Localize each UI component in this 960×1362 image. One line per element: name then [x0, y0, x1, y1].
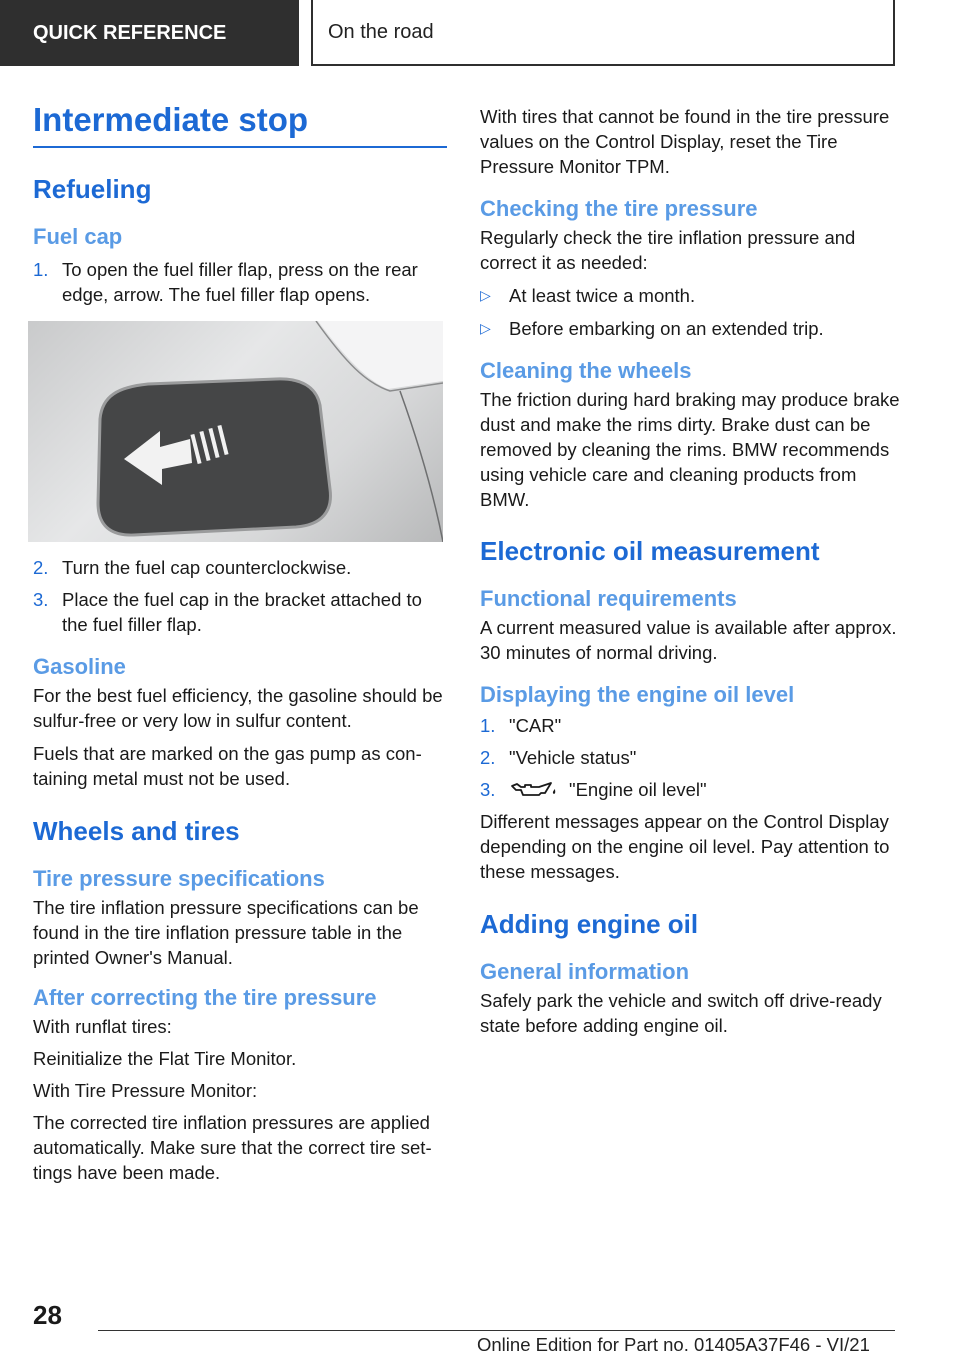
- paragraph: The tire inflation pressure specifications can be found in the tire inflation pressure table in the printed Owner's Manual.: [33, 897, 419, 968]
- paragraph: Safely park the vehicle and switch off drive-ready state before adding engine oil.: [480, 990, 882, 1036]
- paragraph: The corrected tire inflation pressures are applied automatically. Make sure that the correct tire settings have been made.: [33, 1112, 432, 1183]
- paragraph: With Tire Pressure Monitor:: [33, 1080, 258, 1101]
- heading-functional-requirements: Functional requirements: [480, 586, 737, 611]
- page-number: 28: [33, 1300, 62, 1330]
- fuel-flap-illustration: [28, 321, 443, 542]
- heading-after-correcting: After correcting the tire pressure: [33, 985, 377, 1010]
- paragraph: Fuels that are marked on the gas pump as containing metal must not be used.: [33, 743, 422, 789]
- page-title: Intermediate stop: [33, 100, 447, 148]
- list-number: 2.: [480, 747, 496, 768]
- list-text-with-icon: [509, 777, 707, 802]
- list-item: [480, 777, 900, 802]
- heading-fuel-cap: Fuel cap: [33, 224, 123, 249]
- paragraph: A current measured value is available after approx. 30 minutes of normal driving.: [480, 617, 897, 663]
- list-item: [480, 713, 900, 738]
- footer-divider: [98, 1330, 895, 1331]
- heading-gasoline: Gasoline: [33, 654, 126, 679]
- list-text: To open the fuel filler flap, press on the rear edge, arrow. The fuel filler flap opens.: [62, 259, 418, 305]
- list-item: [480, 283, 900, 308]
- paragraph: Reinitialize the Flat Tire Monitor.: [33, 1048, 297, 1069]
- list-text: Before embarking on an extended trip.: [509, 318, 824, 339]
- section-tab[interactable]: [0, 0, 299, 66]
- list-text: "Engine oil level": [569, 779, 707, 800]
- right-column: [480, 104, 900, 1038]
- heading-checking-tire-pressure: Checking the tire pressure: [480, 196, 758, 221]
- list-item: [33, 257, 447, 307]
- bullet-triangle-icon: ▷: [480, 320, 491, 336]
- paragraph: The friction during hard braking may produce brake dust and make the rims dirty. Brake dust can be removed by cleaning the rims. BMW recommends using vehicle care and cleaning products from BMW.: [480, 389, 900, 510]
- heading-adding-engine-oil: Adding engine oil: [480, 909, 699, 939]
- heading-cleaning-wheels: Cleaning the wheels: [480, 358, 692, 383]
- list-number: 2.: [33, 557, 49, 578]
- heading-refueling: Refueling: [33, 174, 152, 204]
- list-text: Turn the fuel cap counterclockwise.: [62, 557, 352, 578]
- paragraph: For the best fuel efficiency, the gasoline should be sulfur-free or very low in sulfur content.: [33, 685, 443, 731]
- list-number: 1.: [33, 259, 49, 280]
- paragraph: With runflat tires:: [33, 1016, 172, 1037]
- list-item: [480, 745, 900, 770]
- list-item: [480, 316, 900, 341]
- paragraph: Different messages appear on the Control Display depending on the engine oil level. Pay attention to these messages.: [480, 811, 890, 882]
- section-tab-label: QUICK REFERENCE: [33, 21, 227, 44]
- heading-wheels-and-tires: Wheels and tires: [33, 816, 240, 846]
- left-column: [33, 100, 447, 1185]
- heading-displaying-oil-level: Displaying the engine oil level: [480, 682, 795, 707]
- fuel-flap-graphic: [28, 321, 443, 542]
- chapter-title: On the road: [328, 20, 434, 43]
- heading-tire-pressure-specifications: Tire pressure specifications: [33, 866, 325, 891]
- list-text: At least twice a month.: [509, 285, 696, 306]
- list-text: Place the fuel cap in the bracket attached to the fuel filler flap.: [62, 589, 422, 635]
- list-number: 1.: [480, 715, 496, 736]
- list-text: "Vehicle status": [509, 747, 637, 768]
- heading-electronic-oil-measurement: Electronic oil measurement: [480, 536, 820, 566]
- edition-text: Online Edition for Part no. 01405A37F46 - VI/21: [477, 1334, 870, 1355]
- paragraph: Regularly check the tire inflation pressure and correct it as needed:: [480, 227, 856, 273]
- chapter-header: [311, 0, 895, 66]
- list-number: 3.: [480, 779, 496, 800]
- bullet-triangle-icon: ▷: [480, 287, 491, 303]
- paragraph: With tires that cannot be found in the tire pressure values on the Control Display, reset the Tire Pressure Monitor TPM.: [480, 106, 890, 177]
- heading-general-information: General information: [480, 959, 690, 984]
- list-number: 3.: [33, 589, 49, 610]
- list-text: "CAR": [509, 715, 562, 736]
- list-item: [33, 555, 447, 580]
- oil-can-icon: [509, 780, 559, 800]
- list-item: [33, 587, 447, 637]
